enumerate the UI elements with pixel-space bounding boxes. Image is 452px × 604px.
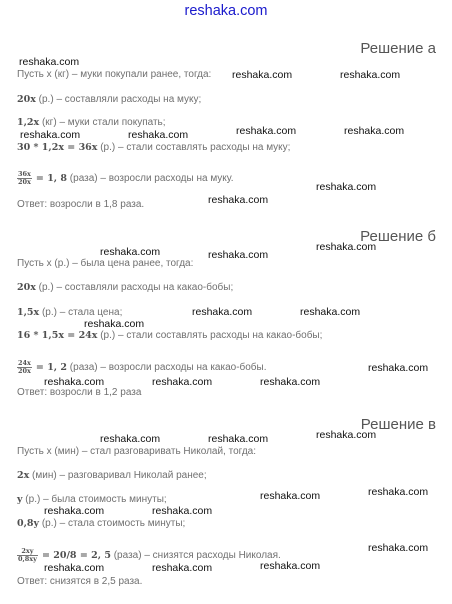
fraction: $\frac{2xy}{0,8xy}$ bbox=[18, 547, 37, 563]
watermark-text: reshaka.com bbox=[128, 129, 189, 141]
answer-line: Ответ: возросли в 1,8 раза. bbox=[17, 199, 145, 210]
watermark-text: reshaka.com bbox=[44, 376, 105, 388]
watermark-text: reshaka.com bbox=[152, 505, 213, 517]
solution-line: 0,8y (р.) – стала стоимость минуты; bbox=[17, 518, 186, 529]
watermark-text: reshaka.com bbox=[152, 562, 213, 574]
fraction: $\frac{24x}{20x}$ bbox=[18, 359, 31, 375]
watermark-text: reshaka.com bbox=[368, 362, 429, 374]
watermark-text: reshaka.com bbox=[44, 505, 105, 517]
solution-line: y (р.) – была стоимость минуты; bbox=[17, 494, 167, 505]
watermark-text: reshaka.com bbox=[84, 318, 145, 330]
watermark-text: reshaka.com bbox=[232, 69, 293, 81]
watermark-text: reshaka.com bbox=[236, 125, 297, 137]
section-heading-c: Решение в bbox=[360, 416, 436, 433]
watermark-text: reshaka.com bbox=[340, 69, 401, 81]
solution-line: Пусть x (мин) – стал разговаривать Николай, тогда: bbox=[17, 446, 257, 457]
watermark-text: reshaka.com bbox=[368, 542, 429, 554]
solution-line: 2x (мин) – разговаривал Николай ранее; bbox=[17, 470, 207, 481]
solution-line: 20x (р.) – составляли расходы на какао-бобы; bbox=[17, 282, 234, 293]
watermark-text: reshaka.com bbox=[44, 562, 105, 574]
watermark-text: reshaka.com bbox=[208, 194, 269, 206]
watermark-text: reshaka.com bbox=[19, 56, 80, 68]
watermark-text: reshaka.com bbox=[316, 241, 377, 253]
section-heading-b: Решение б bbox=[360, 228, 436, 245]
answer-line: Ответ: возросли в 1,2 раза bbox=[17, 387, 142, 398]
site-header-logo[interactable]: reshaka.com bbox=[184, 3, 268, 19]
answer-line: Ответ: снизятся в 2,5 раза. bbox=[17, 576, 143, 587]
solution-line: Пусть x (р.) – была цена ранее, тогда: bbox=[17, 258, 194, 269]
watermark-text: reshaka.com bbox=[368, 486, 429, 498]
solution-line: 1,2x (кг) – муки стали покупать; bbox=[17, 117, 166, 128]
watermark-text: reshaka.com bbox=[260, 376, 321, 388]
watermark-text: reshaka.com bbox=[300, 306, 361, 318]
watermark-text: reshaka.com bbox=[100, 433, 161, 445]
watermark-text: reshaka.com bbox=[192, 306, 253, 318]
solution-line: 30 * 1,2x = 36x (р.) – стали составлять расходы на муку; bbox=[17, 142, 291, 153]
watermark-text: reshaka.com bbox=[208, 249, 269, 261]
watermark-text: reshaka.com bbox=[100, 246, 161, 258]
solution-line: 1,5x (р.) – стала цена; bbox=[17, 307, 123, 318]
solution-line: $\frac{36x}{20x}$ = 1, 8 (раза) – возросли расходы на муку. bbox=[18, 170, 234, 186]
solution-line: Пусть x (кг) – муки покупали ранее, тогда: bbox=[17, 69, 212, 80]
watermark-text: reshaka.com bbox=[344, 125, 405, 137]
watermark-text: reshaka.com bbox=[152, 376, 213, 388]
watermark-text: reshaka.com bbox=[316, 429, 377, 441]
watermark-text: reshaka.com bbox=[20, 129, 81, 141]
solution-line: $\frac{24x}{20x}$ = 1, 2 (раза) – возросли расходы на какао-бобы. bbox=[18, 359, 267, 375]
section-heading-a: Решение а bbox=[360, 40, 436, 57]
fraction: $\frac{36x}{20x}$ bbox=[18, 170, 31, 186]
solution-line: 20x (р.) – составляли расходы на муку; bbox=[17, 94, 202, 105]
watermark-text: reshaka.com bbox=[208, 433, 269, 445]
solution-line: 16 * 1,5x = 24x (р.) – стали составлять расходы на какао-бобы; bbox=[17, 330, 323, 341]
solution-line: $\frac{2xy}{0,8xy}$ = 20/8 = 2, 5 (раза) – снизятся расходы Николая. bbox=[18, 547, 281, 563]
watermark-text: reshaka.com bbox=[316, 181, 377, 193]
watermark-text: reshaka.com bbox=[260, 490, 321, 502]
watermark-text: reshaka.com bbox=[260, 560, 321, 572]
